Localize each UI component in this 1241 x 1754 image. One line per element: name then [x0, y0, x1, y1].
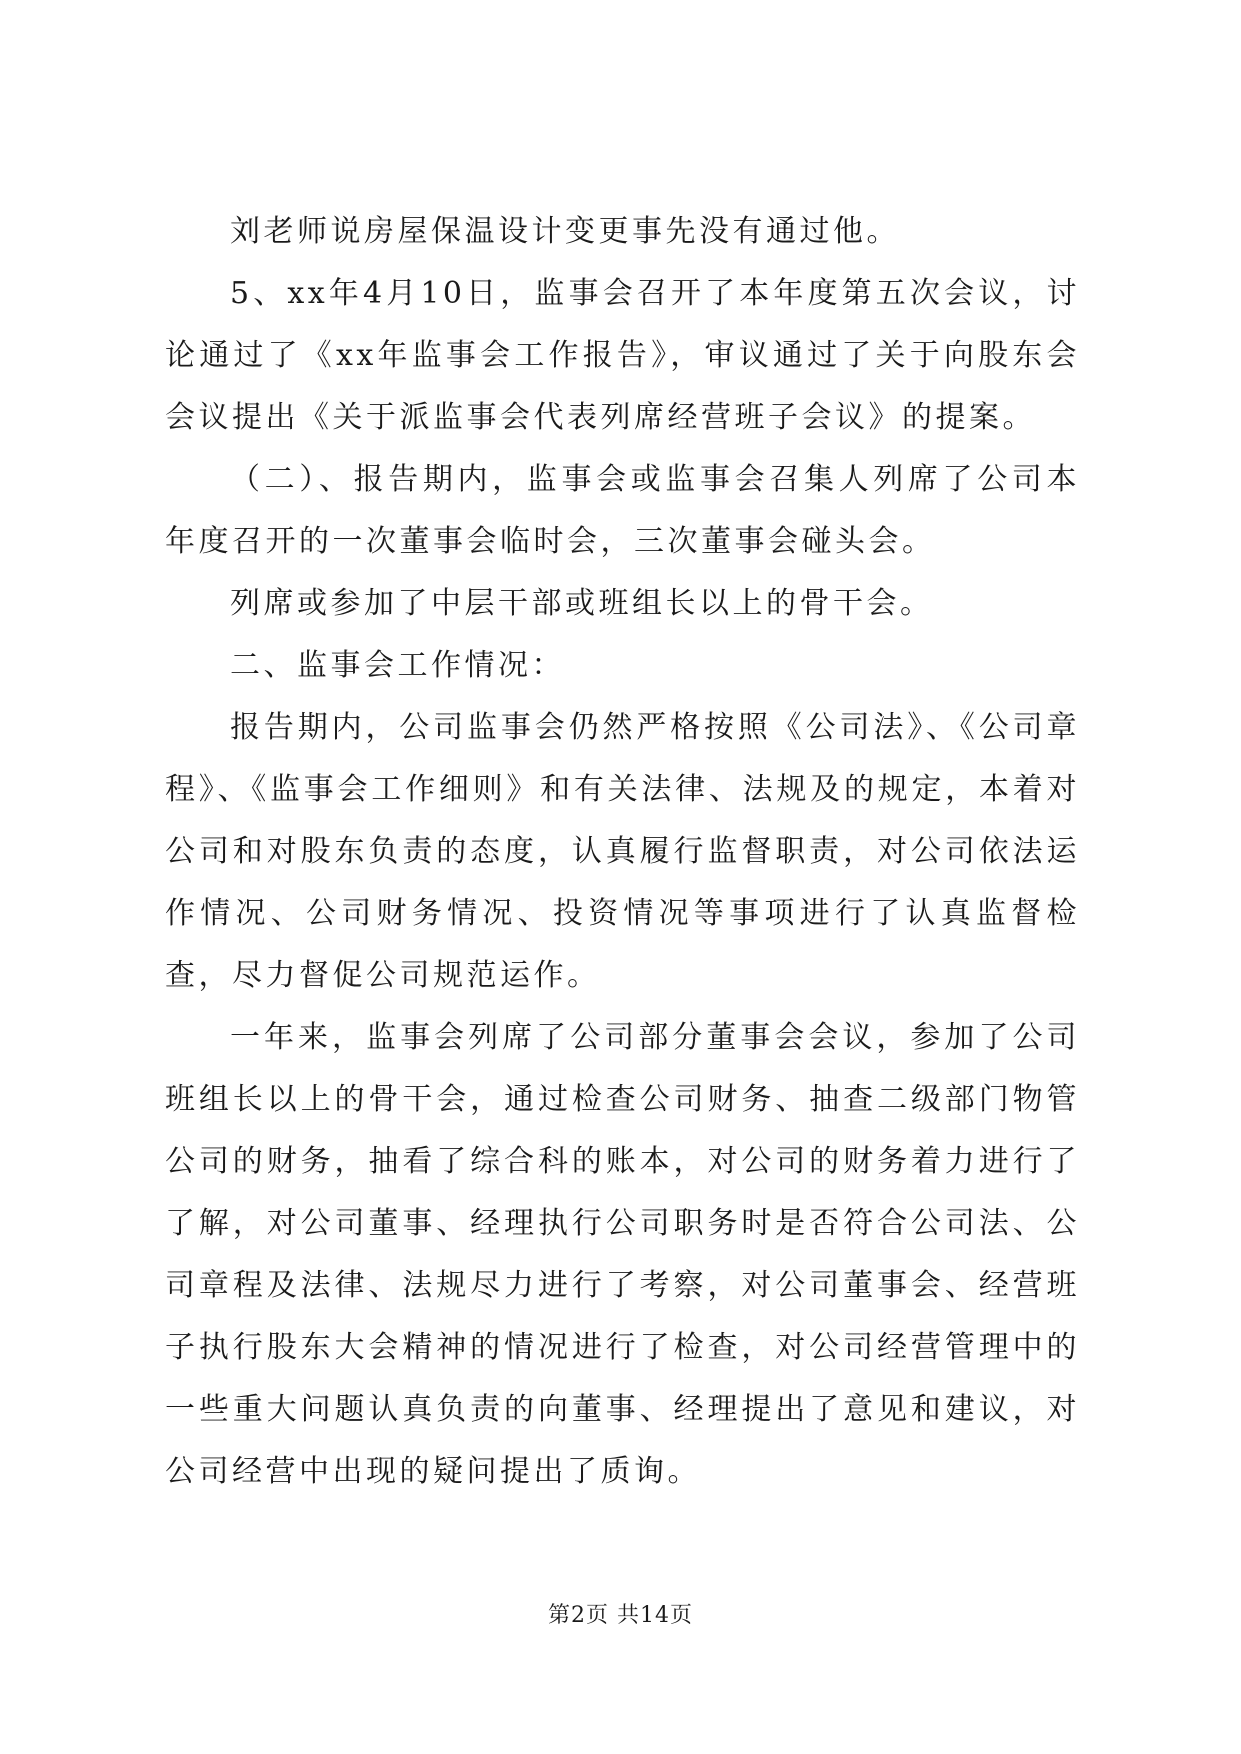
paragraph-1: 刘老师说房屋保温设计变更事先没有通过他。 [230, 214, 900, 249]
paragraph-2: 5、xx年4月10日，监事会召开了本年度第五次会议，讨论通过了《xx年监事会工作报告》，审议通过了关于向股东会会议提出《关于派监事会代表列席经营班子会议》的提案。 [165, 276, 1080, 435]
page-number-footer: 第2页 共14页 [548, 1603, 693, 1628]
document-body [165, 201, 1080, 1503]
paragraph-3: （二）、报告期内，监事会或监事会召集人列席了公司本年度召开的一次董事会临时会，三次董事会碰头会。 [165, 462, 1080, 559]
paragraph-7: 一年来，监事会列席了公司部分董事会会议，参加了公司班组长以上的骨干会，通过检查公司财务、抽查二级部门物管公司的财务，抽看了综合科的账本，对公司的财务着力进行了了解，对公司董事、经理执行公司职务时是否符合公司法、公司章程及法律、法规尽力进行了考察，对公司董事会、经营班子执行股东大会精神的情况进行了检查，对公司经营管理中的一些重大问题认真负责的向董事、经理提出了意见和建议，对公司经营中出现的疑问提出了质询。 [165, 1020, 1080, 1489]
section-heading: 二、监事会工作情况： [230, 648, 565, 683]
paragraph-6: 报告期内，公司监事会仍然严格按照《公司法》、《公司章程》、《监事会工作细则》和有关法律、法规及的规定，本着对公司和对股东负责的态度，认真履行监督职责，对公司依法运作情况、公司财务情况、投资情况等事项进行了认真监督检查，尽力督促公司规范运作。 [165, 710, 1080, 993]
paragraph-4: 列席或参加了中层干部或班组长以上的骨干会。 [230, 586, 934, 621]
